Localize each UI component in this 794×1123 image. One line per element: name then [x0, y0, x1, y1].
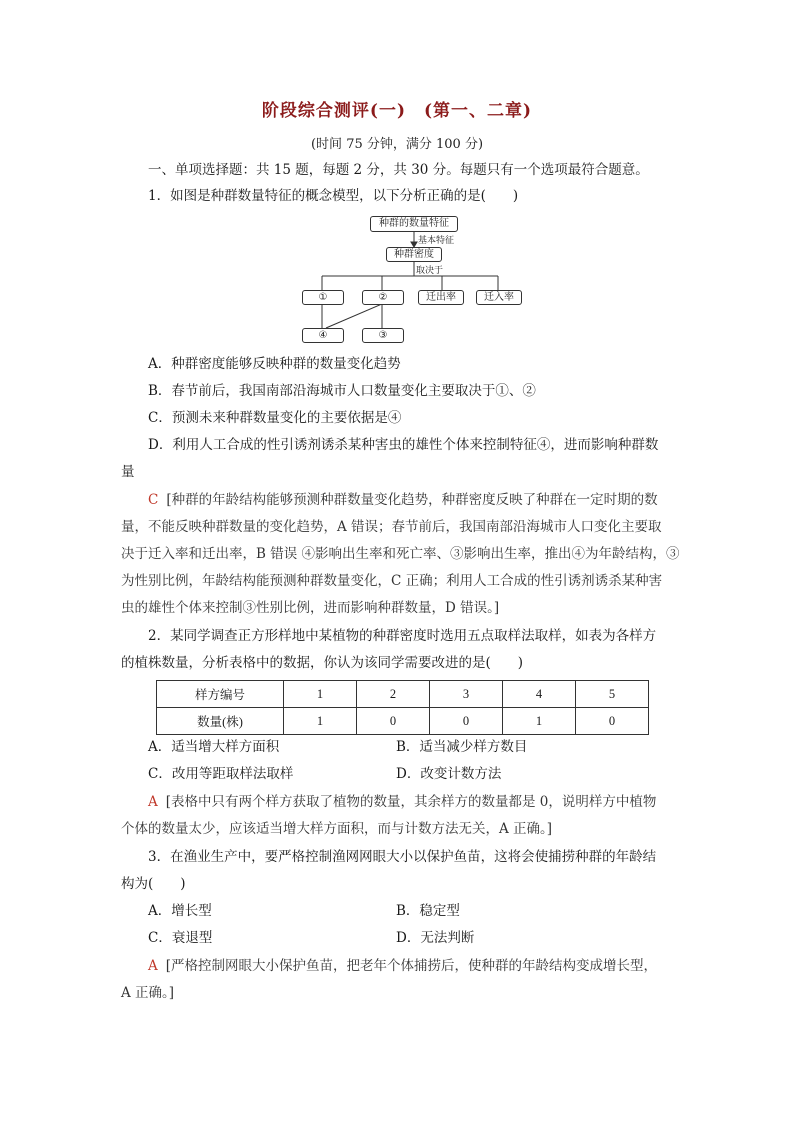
- diagram-box-1: ①: [302, 290, 344, 305]
- q3-option-b: B．稳定型: [396, 903, 460, 919]
- table-header-cell: 1: [284, 681, 357, 708]
- q3-option-a: A．增长型: [148, 903, 212, 919]
- q2-option-d: D．改变计数方法: [396, 766, 502, 782]
- diagram-label-basic: 基本特征: [418, 236, 455, 246]
- q2-stem-2: 的植株数量，分析表格中的数据，你认为该同学需要改进的是( ): [121, 655, 524, 671]
- q2-option-c: C．改用等距取样法取样: [148, 766, 294, 782]
- q1-exp-text-1: [种群的年龄结构能够预测种群数量变化趋势，种群密度反映了种群在一定时期的数: [166, 492, 658, 508]
- table-cell: 0: [357, 708, 430, 735]
- diagram-box-emigration: 迁出率: [418, 290, 464, 305]
- table-header-cell: 4: [503, 681, 576, 708]
- q1-option-a: A．种群密度能够反映种群的数量变化趋势: [148, 356, 401, 372]
- q1-explanation-2: 量，不能反映种群数量的变化趋势，A 错误；春节前后，我国南部沿海城市人口变化主要取: [121, 519, 662, 535]
- table-cell: 0: [576, 708, 649, 735]
- q3-stem-1: 3．在渔业生产中，要严格控制渔网网眼大小以保护鱼苗，这将会使捕捞种群的年龄结: [148, 849, 657, 865]
- diagram-box-immigration: 迁入率: [476, 290, 522, 305]
- q1-option-d-cont: 量: [121, 464, 135, 480]
- q1-explanation-1: [148, 490, 658, 510]
- q2-stem-1: 2．某同学调查正方形样地中某植物的种群密度时选用五点取样法取样，如表为各样方: [148, 628, 657, 644]
- diagram-box-2: ②: [362, 290, 404, 305]
- q1-explanation-4: 为性别比例，年龄结构能预测种群数量变化，C 正确；利用人工合成的性引诱剂诱杀某种害: [121, 573, 663, 589]
- diagram-box-density: 种群密度: [386, 247, 442, 262]
- q3-option-c: C．衰退型: [148, 930, 213, 946]
- q1-explanation-3: 决于迁入率和迁出率，B 错误 ④影响出生率和死亡率、③影响出生率，推出④为年龄结构，③: [121, 546, 680, 562]
- q1-option-d: D．利用人工合成的性引诱剂诱杀某种害虫的雄性个体来控制特征④，进而影响种群数: [148, 437, 659, 453]
- q2-answer-letter: A: [148, 794, 158, 810]
- table-cell: 0: [430, 708, 503, 735]
- q1-stem: 1．如图是种群数量特征的概念模型，以下分析正确的是( ): [148, 188, 519, 204]
- page-title: 阶段综合测评(一) (第一、二章): [261, 101, 533, 121]
- q2-option-a: A．适当增大样方面积: [148, 739, 280, 755]
- q3-explanation-1: [148, 956, 657, 976]
- table-header-cell: 3: [430, 681, 503, 708]
- q2-quadrat-table: [156, 680, 649, 735]
- q3-exp-text-1: [严格控制网眼大小保护鱼苗，把老年个体捕捞后，使种群的年龄结构变成增长型，: [165, 958, 658, 974]
- table-cell: 1: [284, 708, 357, 735]
- q1-explanation-5: 虫的雄性个体来控制③性别比例，进而影响种群数量，D 错误。]: [121, 600, 500, 616]
- diagram-box-quantity-features: 种群的数量特征: [370, 216, 458, 232]
- diagram-label-depends: 取决于: [416, 266, 444, 276]
- diagram-box-3: ③: [362, 328, 404, 343]
- page-subtitle: (时间 75 分钟，满分 100 分): [310, 137, 484, 152]
- table-header-row: [157, 681, 649, 708]
- q2-explanation-1: [148, 792, 656, 812]
- q1-answer-letter: C: [148, 492, 159, 508]
- q3-explanation-2: A 正确。]: [121, 985, 175, 1001]
- q1-concept-diagram: [296, 212, 536, 348]
- q2-option-b: B．适当减少样方数目: [396, 739, 528, 755]
- q1-option-b: B．春节前后，我国南部沿海城市人口数量变化主要取决于①、②: [148, 383, 536, 399]
- q3-option-d: D．无法判断: [396, 930, 475, 946]
- table-cell: 1: [503, 708, 576, 735]
- q1-option-c: C．预测未来种群数量变化的主要依据是④: [148, 410, 402, 426]
- section-heading: 一、单项选择题：共 15 题，每题 2 分，共 30 分。每题只有一个选项最符合题意。: [148, 162, 649, 178]
- table-row: [157, 708, 649, 735]
- q2-exp-text-1: [表格中只有两个样方获取了植物的数量，其余样方的数量都是 0，说明样方中植物: [165, 794, 657, 810]
- table-header-cell: 2: [357, 681, 430, 708]
- table-row-label: 数量(株): [157, 708, 284, 735]
- q3-answer-letter: A: [148, 958, 158, 974]
- q3-stem-2: 构为( ): [121, 876, 186, 892]
- diagram-box-4: ④: [302, 328, 344, 343]
- table-header-label: 样方编号: [157, 681, 284, 708]
- table-header-cell: 5: [576, 681, 649, 708]
- q2-explanation-2: 个体的数量太少，应该适当增大样方面积，而与计数方法无关，A 正确。]: [121, 821, 553, 837]
